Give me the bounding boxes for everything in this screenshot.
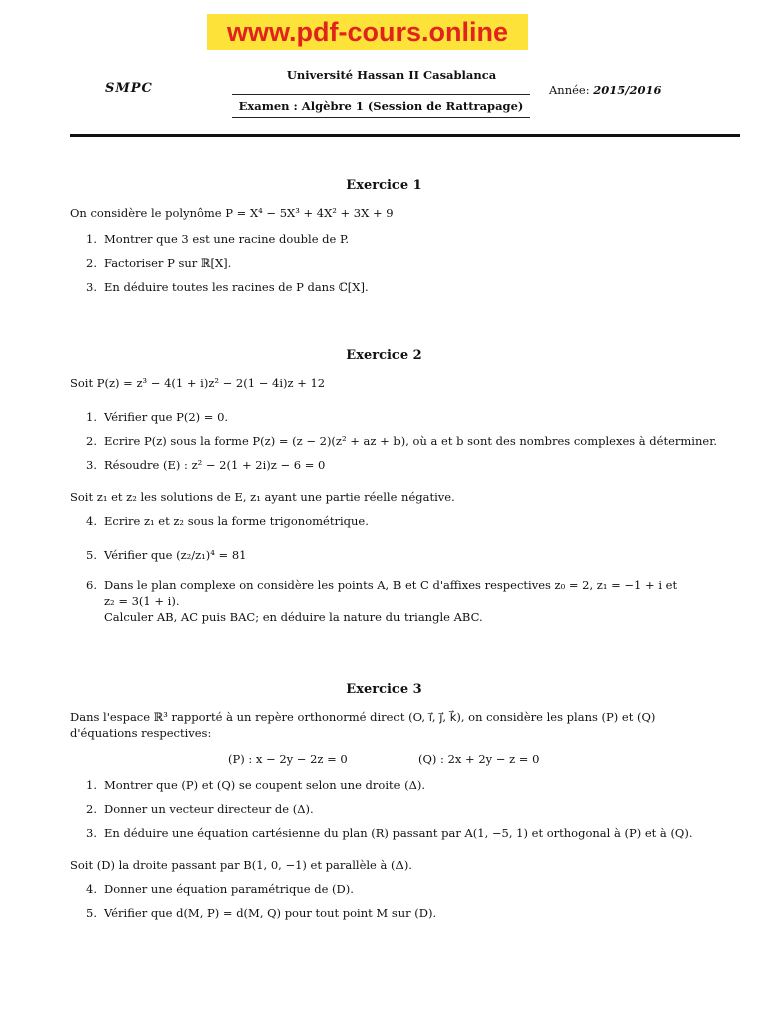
exercise-2-roots-statement: Soit z₁ et z₂ les solutions de E, z₁ ayant une partie réelle négative. bbox=[70, 490, 455, 504]
exercise-3-intro-cont: d'équations respectives: bbox=[70, 726, 212, 740]
filiere-label: SMPC bbox=[105, 81, 153, 96]
header-divider bbox=[70, 134, 740, 137]
exercise-2-title: Exercice 2 bbox=[346, 348, 422, 363]
exercise-2-item-6-question: Calculer AB, AC puis BAC; en déduire la nature du triangle ABC. bbox=[104, 610, 483, 624]
exercise-2-intro: Soit P(z) = z³ − 4(1 + i)z² − 2(1 − 4i)z + 12 bbox=[70, 376, 326, 390]
exercise-1-item-3: 3. En déduire toutes les racines de P dans ℂ[X]. bbox=[86, 280, 369, 294]
equation-plane-p: (P) : x − 2y − 2z = 0 bbox=[228, 752, 348, 766]
university-name: Université Hassan II Casablanca bbox=[286, 68, 497, 82]
exercise-2-item-1: 1. Vérifier que P(2) = 0. bbox=[86, 410, 229, 424]
site-banner[interactable]: www.pdf-cours.online bbox=[207, 14, 528, 50]
exercise-2-item-2: 2. Ecrire P(z) sous la forme P(z) = (z − 2)(z² + az + b), où a et b sont des nombres complexes à déterminer. bbox=[86, 434, 718, 448]
exercise-3-item-2: 2. Donner un vecteur directeur de (Δ). bbox=[86, 802, 314, 816]
academic-year: Année: 2015/2016 bbox=[549, 83, 662, 97]
exercise-3-intro: Dans l'espace ℝ³ rapporté à un repère orthonormé direct (O, i⃗, j⃗, k⃗), on considère les plans (P) et (Q) bbox=[70, 710, 656, 724]
exercise-1-item-1: 1. Montrer que 3 est une racine double de P. bbox=[86, 232, 350, 246]
exam-title: Examen : Algèbre 1 (Session de Rattrapage) bbox=[232, 94, 530, 118]
exercise-3-item-5: 5. Vérifier que d(M, P) = d(M, Q) pour tout point M sur (D). bbox=[86, 906, 437, 920]
exercise-2-item-5: 5. Vérifier que (z₂/z₁)⁴ = 81 bbox=[86, 548, 247, 562]
exercise-2-item-3: 3. Résoudre (E) : z² − 2(1 + 2i)z − 6 = 0 bbox=[86, 458, 326, 472]
exercise-3-item-1: 1. Montrer que (P) et (Q) se coupent selon une droite (Δ). bbox=[86, 778, 426, 792]
exercise-1-title: Exercice 1 bbox=[346, 178, 422, 193]
exercise-3-item-4: 4. Donner une équation paramétrique de (D). bbox=[86, 882, 354, 896]
exercise-3-item-3: 3. En déduire une équation cartésienne du plan (R) passant par A(1, −5, 1) et orthogonal à (P) et à (Q). bbox=[86, 826, 693, 840]
exercise-3-title: Exercice 3 bbox=[346, 682, 422, 697]
exercise-3-line-d: Soit (D) la droite passant par B(1, 0, −1) et parallèle à (Δ). bbox=[70, 858, 412, 872]
equation-plane-q: (Q) : 2x + 2y − z = 0 bbox=[418, 752, 540, 766]
exercise-2-item-6: 6. Dans le plan complexe on considère les points A, B et C d'affixes respectives z₀ = 2, z₁ = −1 + i et bbox=[86, 578, 678, 592]
exercise-1-item-2: 2. Factoriser P sur ℝ[X]. bbox=[86, 256, 232, 270]
exercise-1-intro: On considère le polynôme P = X⁴ − 5X³ + 4X² + 3X + 9 bbox=[70, 206, 394, 220]
exercise-2-item-6-cont: z₂ = 3(1 + i). bbox=[104, 594, 180, 608]
exercise-2-item-4: 4. Ecrire z₁ et z₂ sous la forme trigonométrique. bbox=[86, 514, 369, 528]
